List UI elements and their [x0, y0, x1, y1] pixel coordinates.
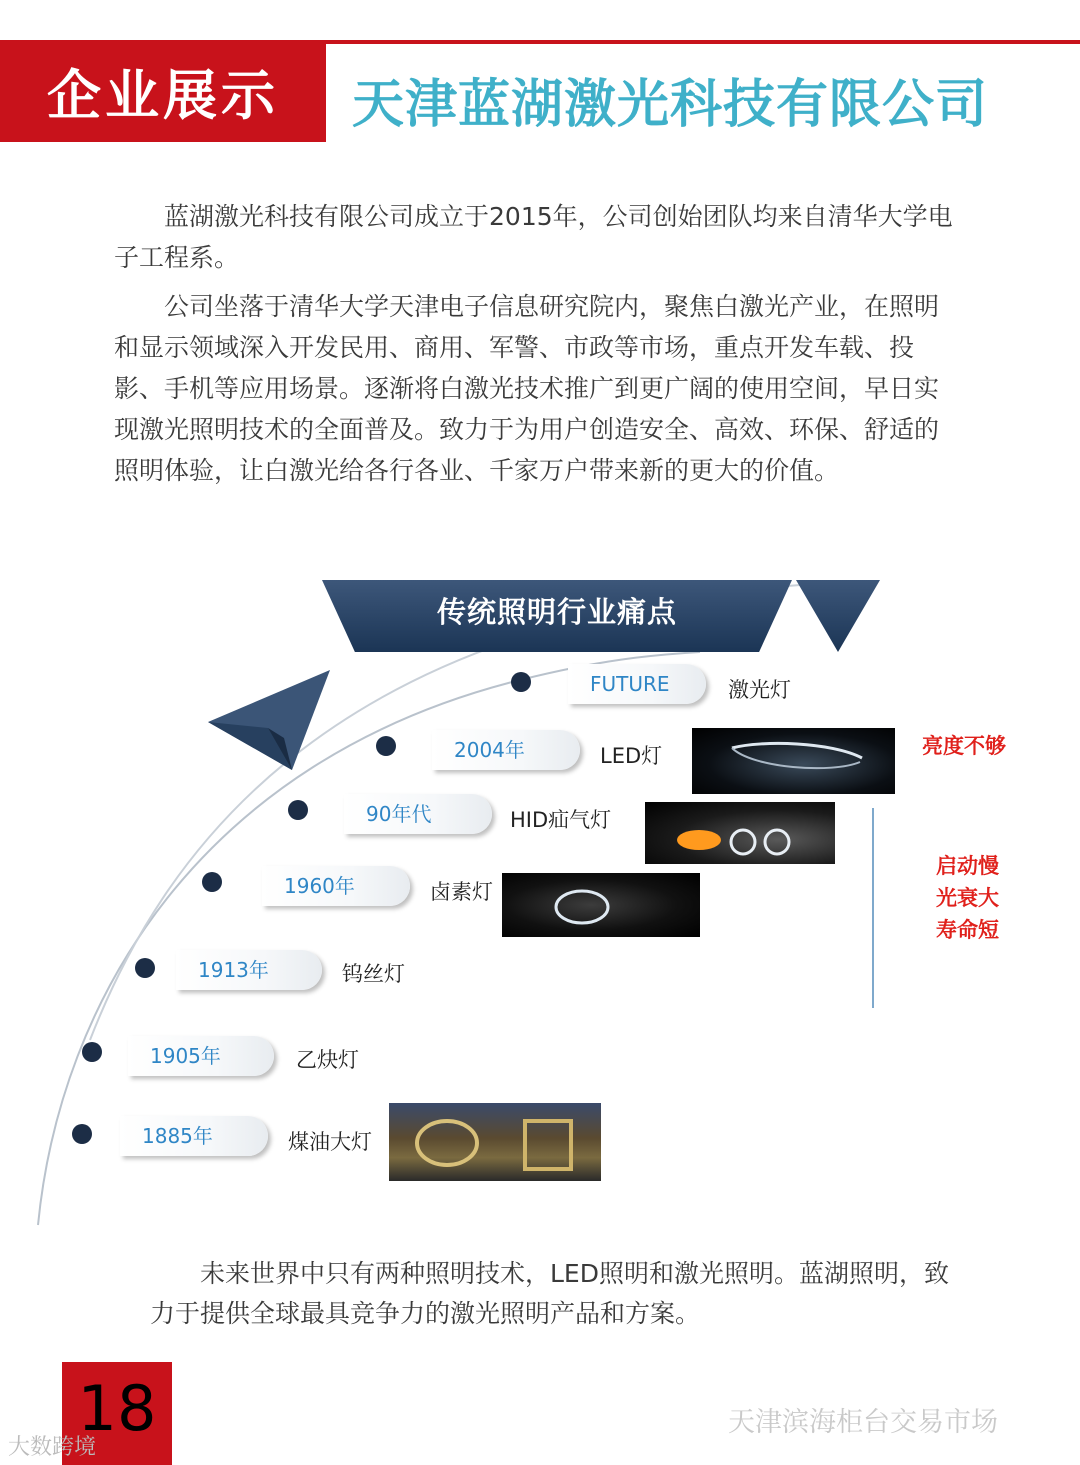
year-label: 1885年 — [120, 1116, 268, 1156]
intro-paragraph-1: 蓝湖激光科技有限公司成立于2015年，公司创始团队均来自清华大学电子工程系。 — [114, 202, 953, 272]
lamp-label: 激光灯 — [728, 678, 791, 702]
pain-point: 光衰大 — [936, 886, 999, 910]
lamp-label: LED灯 — [600, 744, 663, 768]
pain-point-led: 亮度不够 — [922, 734, 1006, 758]
year-label: 1905年 — [128, 1036, 274, 1076]
intro-paragraph-2: 公司坐落于清华大学天津电子信息研究院内，聚焦白激光产业，在照明和显示领域深入开发民用、商用、军警、市政等市场，重点开发车载、投影、手机等应用场景。逐渐将白激光技术推广到更广阔的使用空间，早日实现激光照明技术的全面普及。致力于为用户创造安全、高效、环保、舒适的照明体验，让白激光给各行各业、千家万户带来新的更大的价值。 — [114, 292, 940, 485]
timeline-dot — [376, 736, 396, 756]
headlight-image — [692, 728, 895, 794]
lamp-label: 卤素灯 — [430, 880, 493, 904]
lamp-label: HID疝气灯 — [510, 808, 612, 832]
lamp-label: 煤油大灯 — [288, 1130, 372, 1154]
headlight-image — [645, 802, 835, 864]
timeline-dot — [82, 1042, 102, 1062]
paper-plane-icon — [208, 670, 330, 770]
kerosene-lamp-photo — [389, 1103, 601, 1181]
section-tag: 企业展示 — [0, 40, 326, 142]
halogen-headlight-photo — [502, 873, 700, 937]
pain-point-group — [936, 850, 999, 946]
pain-bracket — [866, 808, 874, 1008]
timeline-dot — [511, 672, 531, 692]
year-label: 1913年 — [176, 950, 322, 990]
hid-headlight-photo — [645, 802, 835, 864]
timeline-dot — [202, 872, 222, 892]
lamp-label: 钨丝灯 — [342, 962, 405, 986]
pain-point: 寿命短 — [936, 918, 999, 942]
timeline-dot — [135, 958, 155, 978]
led-headlight-photo — [692, 728, 895, 794]
lamp-image — [389, 1103, 601, 1181]
year-label: 1960年 — [262, 866, 410, 906]
lamp-label: 乙炔灯 — [296, 1048, 359, 1072]
pain-point: 启动慢 — [936, 854, 999, 878]
headlight-image — [502, 873, 700, 937]
timeline-dot — [288, 800, 308, 820]
year-label: 2004年 — [432, 730, 580, 770]
closing-text: 未来世界中只有两种照明技术，LED照明和激光照明。蓝湖照明，致力于提供全球最具竞争力的激光照明产品和方案。 — [150, 1259, 949, 1328]
year-label: 90年代 — [344, 794, 492, 834]
banner-title: 传统照明行业痛点 — [436, 595, 677, 629]
watermark-right: 天津滨海柜台交易市场 — [728, 1407, 998, 1438]
year-label: FUTURE — [568, 664, 706, 704]
watermark-left: 大数跨境 — [8, 1435, 97, 1460]
company-title: 天津蓝湖激光科技有限公司 — [352, 75, 989, 135]
page-number: 18 — [77, 1372, 157, 1445]
timeline-dot — [72, 1124, 92, 1144]
